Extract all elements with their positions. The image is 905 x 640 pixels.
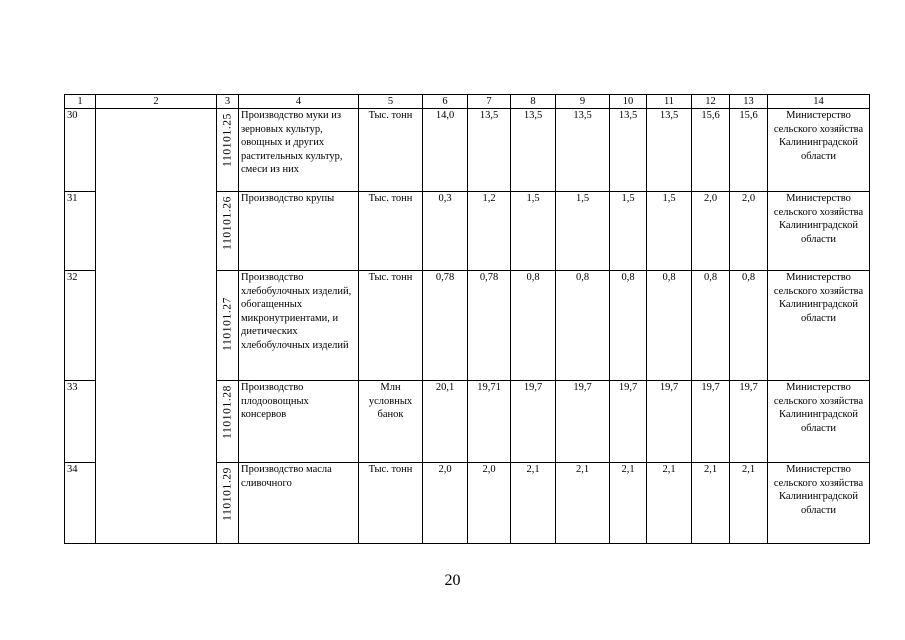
value-cell: 2,0: [730, 192, 768, 271]
header-cell: 1: [65, 95, 96, 109]
header-cell: 14: [768, 95, 870, 109]
header-cell: 2: [96, 95, 217, 109]
indicators-table: [64, 94, 870, 544]
value-cell: 19,7: [610, 381, 647, 463]
value-cell: 2,0: [468, 463, 511, 544]
value-cell: 19,7: [730, 381, 768, 463]
value-cell: 19,7: [647, 381, 692, 463]
indicator-name: Производство хлебобулочных изделий, обогащенных микронутриентами, и диетических хлебобулочных изделий: [239, 271, 359, 381]
indicator-code-cell: [217, 109, 239, 192]
header-cell: 8: [511, 95, 556, 109]
value-cell: 0,8: [610, 271, 647, 381]
header-row: [65, 95, 870, 109]
responsible-org: Министерство сельского хозяйства Калининградской области: [768, 109, 870, 192]
page-number: 20: [444, 572, 461, 589]
responsible-org: Министерство сельского хозяйства Калининградской области: [768, 463, 870, 544]
header-cell: 11: [647, 95, 692, 109]
value-cell: 20,1: [423, 381, 468, 463]
value-cell: 1,5: [610, 192, 647, 271]
header-cell: 5: [359, 95, 423, 109]
unit-cell: Млн условных банок: [359, 381, 423, 463]
value-cell: 13,5: [468, 109, 511, 192]
value-cell: 0,78: [468, 271, 511, 381]
value-cell: 0,3: [423, 192, 468, 271]
unit-cell: Тыс. тонн: [359, 271, 423, 381]
value-cell: 2,1: [647, 463, 692, 544]
value-cell: 19,71: [468, 381, 511, 463]
value-cell: 13,5: [511, 109, 556, 192]
indicator-name: Производство крупы: [239, 192, 359, 271]
indicator-code-cell: [217, 463, 239, 544]
value-cell: 1,5: [647, 192, 692, 271]
value-cell: 13,5: [610, 109, 647, 192]
indicator-name: Производство муки из зерновых культур, овощных и других растительных культур, смеси из них: [239, 109, 359, 192]
header-cell: 10: [610, 95, 647, 109]
header-cell: 3: [217, 95, 239, 109]
indicator-name: Производство плодоовощных консервов: [239, 381, 359, 463]
value-cell: 2,1: [610, 463, 647, 544]
responsible-org: Министерство сельского хозяйства Калининградской области: [768, 381, 870, 463]
indicator-code: 110101.29: [220, 467, 233, 521]
value-cell: 0,8: [511, 271, 556, 381]
unit-cell: Тыс. тонн: [359, 109, 423, 192]
table-row: [65, 109, 870, 192]
header-cell: 12: [692, 95, 730, 109]
unit-cell: Тыс. тонн: [359, 192, 423, 271]
value-cell: 1,5: [556, 192, 610, 271]
header-cell: 6: [423, 95, 468, 109]
program-column-cell: [96, 109, 217, 544]
value-cell: 0,8: [692, 271, 730, 381]
row-number: 31: [65, 192, 96, 271]
header-cell: 13: [730, 95, 768, 109]
responsible-org: Министерство сельского хозяйства Калининградской области: [768, 192, 870, 271]
value-cell: 2,1: [556, 463, 610, 544]
row-number: 33: [65, 381, 96, 463]
value-cell: 13,5: [647, 109, 692, 192]
value-cell: 2,1: [511, 463, 556, 544]
indicator-code-cell: [217, 381, 239, 463]
value-cell: 13,5: [556, 109, 610, 192]
indicator-code: 110101.25: [220, 113, 233, 167]
row-number: 34: [65, 463, 96, 544]
value-cell: 1,2: [468, 192, 511, 271]
indicator-code-cell: [217, 192, 239, 271]
indicator-name: Производство масла сливочного: [239, 463, 359, 544]
row-number: 32: [65, 271, 96, 381]
indicator-code: 110101.26: [220, 196, 233, 250]
value-cell: 15,6: [730, 109, 768, 192]
value-cell: 2,1: [692, 463, 730, 544]
responsible-org: Министерство сельского хозяйства Калининградской области: [768, 271, 870, 381]
value-cell: 2,1: [730, 463, 768, 544]
value-cell: 15,6: [692, 109, 730, 192]
header-cell: 4: [239, 95, 359, 109]
value-cell: 14,0: [423, 109, 468, 192]
unit-cell: Тыс. тонн: [359, 463, 423, 544]
value-cell: 0,8: [730, 271, 768, 381]
header-cell: 9: [556, 95, 610, 109]
indicator-code: 110101.27: [220, 297, 233, 351]
value-cell: 0,8: [556, 271, 610, 381]
value-cell: 2,0: [423, 463, 468, 544]
value-cell: 1,5: [511, 192, 556, 271]
value-cell: 19,7: [556, 381, 610, 463]
header-cell: 7: [468, 95, 511, 109]
value-cell: 0,8: [647, 271, 692, 381]
value-cell: 2,0: [692, 192, 730, 271]
value-cell: 19,7: [692, 381, 730, 463]
indicator-code: 110101.28: [220, 385, 233, 439]
row-number: 30: [65, 109, 96, 192]
value-cell: 19,7: [511, 381, 556, 463]
indicator-code-cell: [217, 271, 239, 381]
value-cell: 0,78: [423, 271, 468, 381]
